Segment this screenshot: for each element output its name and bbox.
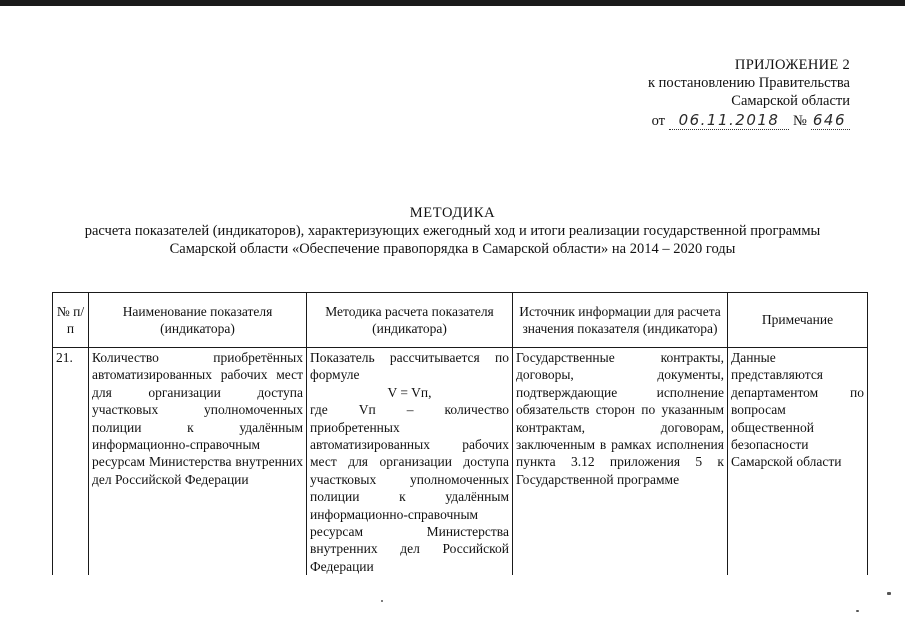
appendix-title: ПРИЛОЖЕНИЕ 2 (734, 57, 850, 73)
handwritten-date: 06.11.2018 (669, 111, 789, 130)
appendix-block (648, 56, 850, 130)
appendix-date-line (648, 111, 850, 130)
header-method: Методика расчета показателя (индикатора) (307, 293, 513, 348)
indicators-table (52, 292, 868, 575)
document-subtitle-line-2: Самарской области «Обеспечение правопорядка в Самарской области» на 2014 – 2020 годы (169, 241, 736, 257)
row-note: Данные представляются департаментом по вопросам общественной безопасности Самарской области (728, 348, 868, 576)
handwritten-number: 646 (811, 111, 850, 130)
document-title: МЕТОДИКА (409, 205, 496, 221)
date-from-label: от (651, 113, 666, 129)
row-source: Государственные контракты, договоры, документы, подтверждающие исполнение обязательств сторон по указанным контрактам, договорам, заключенным в рамках исполнения пункта 3.12 приложения 5 к Государственной программе (513, 348, 728, 576)
header-source: Источник информации для расчета значения показателя (индикатора) (513, 293, 728, 348)
row-indicator-name: Количество приобретённых автоматизированных рабочих мест для организации доступа участковых уполномоченных полиции к удалённым информационно-справочным ресурсам Министерства внутренних дел Российской Федерации (89, 348, 307, 576)
method-intro: Показатель рассчитывается по формуле (310, 350, 509, 383)
appendix-resolution-line: к постановлению Правительства (648, 75, 850, 91)
method-formula: V = Vп, (387, 384, 432, 400)
document-heading (30, 204, 875, 258)
table-row (53, 348, 868, 576)
scan-speck (887, 592, 891, 595)
document-subtitle-line-1: расчета показателей (индикаторов), характеризующих ежегодный ход и итоги реализации государственной программы (84, 223, 821, 239)
table-header-row (53, 293, 868, 348)
appendix-region-line: Самарской области (731, 93, 850, 109)
scan-speck (856, 610, 859, 612)
row-num: 21. (53, 348, 89, 576)
method-explanation: где Vп – количество приобретенных автоматизированных рабочих мест для организации доступа участковых уполномоченных полиции к удалённым информационно-справочным ресурсам Министерства внутренних дел Российской Федерации (310, 402, 509, 574)
header-num: № п/п (53, 293, 89, 348)
header-name: Наименование показателя (индикатора) (89, 293, 307, 348)
scan-top-border (0, 0, 905, 6)
row-method (307, 348, 513, 576)
number-label: № (793, 113, 807, 129)
scan-speck (381, 600, 383, 602)
header-note: Примечание (728, 293, 868, 348)
